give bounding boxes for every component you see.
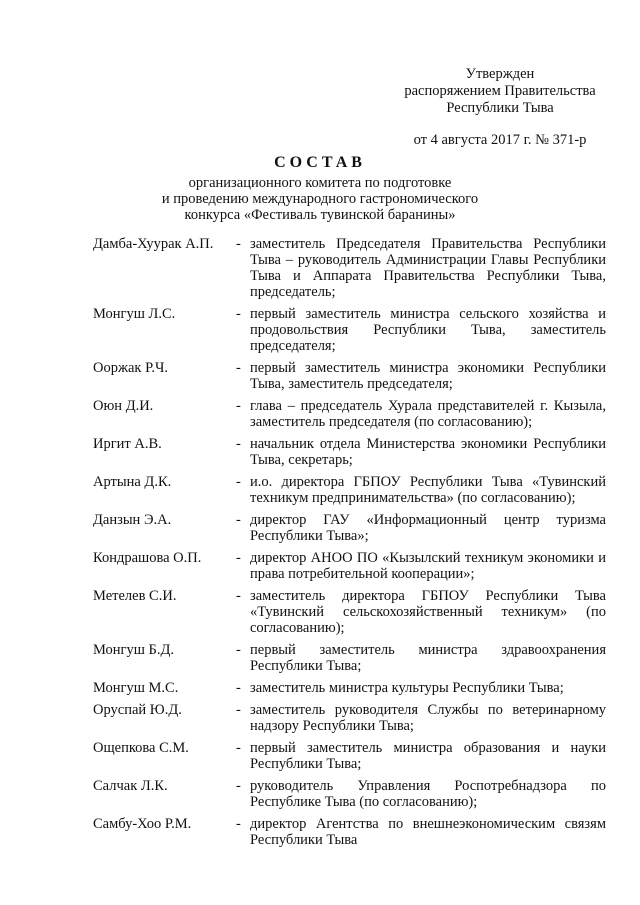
document-title: СОСТАВ: [274, 154, 366, 171]
member-name: Дамба-Хуурак А.П.: [93, 236, 214, 252]
member-row: [93, 680, 613, 696]
member-role: заместитель директора ГБПОУ Республики Тыва «Тувинский сельскохозяйственный техникум» (по согласованию);: [250, 588, 606, 636]
member-name: Ощепкова С.М.: [93, 740, 189, 756]
approval-line-republic: Республики Тыва: [446, 100, 554, 116]
member-row: [93, 474, 613, 506]
member-row: [93, 588, 613, 636]
member-name: Салчак Л.К.: [93, 778, 168, 794]
member-name: Ооржак Р.Ч.: [93, 360, 169, 376]
member-row: [93, 512, 613, 544]
member-name: Данзын Э.А.: [93, 512, 172, 528]
member-row: [93, 778, 613, 810]
member-dash: -: [236, 512, 241, 528]
member-name: Оруспай Ю.Д.: [93, 702, 182, 718]
member-role: заместитель Председателя Правительства Республики Тыва – руководитель Администрации Главы Республики Тыва и Аппарата Правительства Республики Тыва, председатель;: [250, 236, 606, 300]
member-name: Монгуш М.С.: [93, 680, 179, 696]
approval-date: от 4 августа 2017 г. № 371-р: [413, 132, 587, 148]
member-row: [93, 816, 613, 848]
member-role: первый заместитель министра сельского хозяйства и продовольствия Республики Тыва, заместитель председателя;: [250, 306, 606, 354]
document-subtitle: [120, 175, 520, 223]
member-role: первый заместитель министра экономики Республики Тыва, заместитель председателя;: [250, 360, 606, 392]
member-name: Монгуш Б.Д.: [93, 642, 174, 658]
member-row: [93, 702, 613, 734]
member-name: Артына Д.К.: [93, 474, 172, 490]
member-dash: -: [236, 236, 241, 252]
member-dash: -: [236, 550, 241, 566]
member-dash: -: [236, 474, 241, 490]
member-name: Оюн Д.И.: [93, 398, 154, 414]
member-row: [93, 306, 613, 354]
member-role: заместитель руководителя Службы по ветеринарному надзору Республики Тыва;: [250, 702, 606, 734]
member-role: первый заместитель министра здравоохранения Республики Тыва;: [250, 642, 606, 674]
member-dash: -: [236, 360, 241, 376]
member-name: Самбу-Хоо Р.М.: [93, 816, 192, 832]
member-dash: -: [236, 702, 241, 718]
member-dash: -: [236, 816, 241, 832]
member-role: начальник отдела Министерства экономики Республики Тыва, секретарь;: [250, 436, 606, 468]
member-role: руководитель Управления Роспотребнадзора по Республике Тыва (по согласованию);: [250, 778, 606, 810]
member-name: Иргит А.В.: [93, 436, 162, 452]
member-role: заместитель министра культуры Республики Тыва;: [250, 680, 564, 696]
member-role: директор АНОО ПО «Кызылский техникум экономики и права потребительной кооперации»;: [250, 550, 606, 582]
member-dash: -: [236, 306, 241, 322]
member-name: Кондрашова О.П.: [93, 550, 202, 566]
member-dash: -: [236, 398, 241, 414]
member-role: директор Агентства по внешнеэкономическим связям Республики Тыва: [250, 816, 606, 848]
member-row: [93, 436, 613, 468]
member-name: Монгуш Л.С.: [93, 306, 176, 322]
member-row: [93, 642, 613, 674]
approval-line-approved: Утвержден: [465, 66, 535, 82]
members-list: [93, 236, 613, 854]
member-dash: -: [236, 680, 241, 696]
approval-line-order: распоряжением Правительства: [404, 83, 596, 99]
subtitle-line-1: организационного комитета по подготовке: [188, 175, 452, 191]
member-row: [93, 398, 613, 430]
subtitle-line-3: конкурса «Фестиваль тувинской баранины»: [184, 207, 456, 223]
subtitle-line-2: и проведению международного гастрономического: [161, 191, 479, 207]
member-role: первый заместитель министра образования и науки Республики Тыва;: [250, 740, 606, 772]
member-dash: -: [236, 436, 241, 452]
member-role: и.о. директора ГБПОУ Республики Тыва «Тувинский техникум предпринимательства» (по согласованию);: [250, 474, 606, 506]
member-dash: -: [236, 588, 241, 604]
member-row: [93, 236, 613, 300]
member-role: глава – председатель Хурала представителей г. Кызыла, заместитель председателя (по согласованию);: [250, 398, 606, 430]
member-dash: -: [236, 740, 241, 756]
member-dash: -: [236, 778, 241, 794]
member-row: [93, 550, 613, 582]
member-role: директор ГАУ «Информационный центр туризма Республики Тыва»;: [250, 512, 606, 544]
member-row: [93, 740, 613, 772]
member-name: Метелев С.И.: [93, 588, 177, 604]
approval-block: [380, 66, 620, 149]
member-row: [93, 360, 613, 392]
member-dash: -: [236, 642, 241, 658]
